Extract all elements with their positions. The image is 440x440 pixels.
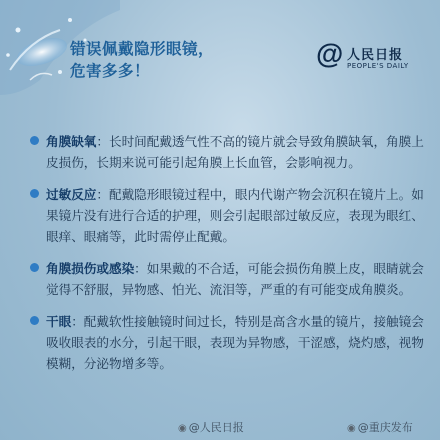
list-item — [30, 184, 425, 247]
item-term: 角膜缺氧 — [46, 134, 97, 149]
content-list — [30, 131, 425, 385]
bullet-icon — [30, 189, 39, 198]
weibo-icon: ◉ — [347, 423, 356, 434]
list-item — [30, 131, 425, 173]
watermark-right-text: @重庆发布 — [357, 421, 413, 434]
logo-english: PEOPLE'S DAILY — [347, 62, 409, 70]
watermark-left — [178, 419, 244, 435]
page-title — [70, 38, 214, 82]
logo-at-symbol: @ — [316, 38, 344, 69]
bullet-icon — [30, 263, 39, 272]
weibo-icon: ◉ — [178, 423, 187, 434]
peoples-daily-logo — [316, 40, 426, 80]
item-text: ：长时间配戴透气性不高的镜片就会导致角膜缺氧，角膜上皮损伤，长期来说可能引起角膜上长血管，会影响视力。 — [46, 134, 424, 170]
watermark-right — [347, 419, 413, 435]
item-text: ：配戴隐形眼镜过程中，眼内代谢产物会沉积在镜片上。如果镜片没有进行合适的护理，则会引起眼部过敏反应，表现为眼红、眼痒、眼痛等，此时需停止配戴。 — [46, 187, 424, 244]
list-item — [30, 258, 425, 300]
item-term: 干眼 — [46, 314, 72, 329]
logo-name: 人民日报 — [347, 48, 404, 63]
item-text: ：如果戴的不合适，可能会损伤角膜上皮，眼睛就会觉得不舒服，异物感、怕光、流泪等，严重的有可能变成角膜炎。 — [46, 261, 424, 297]
item-term: 角膜损伤或感染 — [46, 261, 135, 276]
item-text: ：配戴软性接触镜时间过长，特别是高含水量的镜片，接触镜会吸收眼表的水分，引起干眼，表现为异物感，干涩感，烧灼感，视物模糊，分泌物增多等。 — [46, 314, 424, 371]
list-item — [30, 311, 425, 374]
watermark-left-text: @人民日报 — [188, 421, 244, 434]
item-term: 过敏反应 — [46, 187, 97, 202]
title-line-2: 危害多多！ — [70, 62, 151, 80]
title-line-1: 错误佩戴隐形眼镜， — [70, 40, 215, 58]
bullet-icon — [30, 316, 39, 325]
bullet-icon — [30, 136, 39, 145]
